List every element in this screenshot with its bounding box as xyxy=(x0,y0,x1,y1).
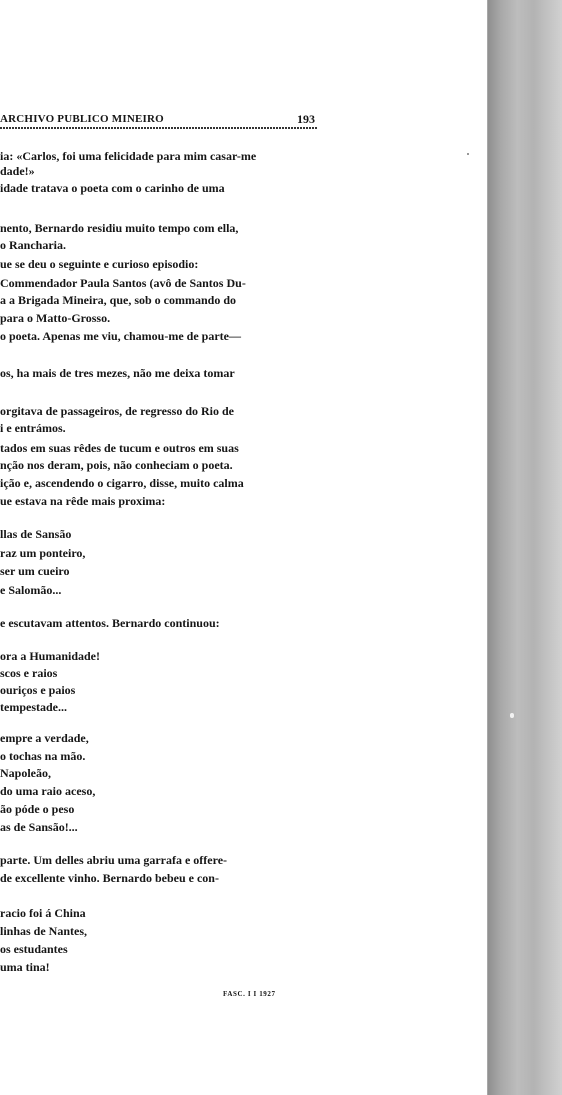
running-head: ARCHIVO PUBLICO MINEIRO xyxy=(0,113,164,125)
text-line: nção nos deram, pois, não conheciam o poeta. xyxy=(0,458,233,472)
text-line: tempestade... xyxy=(0,700,67,714)
signature-mark: FASC. I I 1927 xyxy=(223,990,276,998)
text-line: de excellente vinho. Bernardo bebeu e con- xyxy=(0,871,219,885)
text-line: ão póde o peso xyxy=(0,802,75,816)
page-number: 193 xyxy=(297,112,315,126)
text-line: Napoleão, xyxy=(0,766,51,780)
text-line: ia: «Carlos, foi uma felicidade para mim casar-me xyxy=(0,149,257,163)
text-line: parte. Um delles abriu uma garrafa e offere- xyxy=(0,853,228,867)
text-line: Commendador Paula Santos (avô de Santos Du- xyxy=(0,276,246,290)
gutter-speck xyxy=(510,713,514,718)
text-line: do uma raio aceso, xyxy=(0,784,96,798)
text-line: os, ha mais de tres mezes, não me deixa tomar xyxy=(0,366,235,380)
text-line: ora a Humanidade! xyxy=(0,649,101,663)
text-line: idade tratava o poeta com o carinho de uma xyxy=(0,181,225,195)
text-line: linhas de Nantes, xyxy=(0,924,88,938)
text-line: llas de Sansão xyxy=(0,527,72,541)
text-line: i e entrámos. xyxy=(0,421,66,435)
text-line: o tochas na mão. xyxy=(0,749,86,763)
text-line: ição e, ascendendo o cigarro, disse, muito calma xyxy=(0,476,244,490)
text-line: ue se deu o seguinte e curioso episodio: xyxy=(0,257,199,271)
text-line: e Salomão... xyxy=(0,583,62,597)
text-line: tados em suas rêdes de tucum e outros em suas xyxy=(0,441,239,455)
text-line: ouriços e paios xyxy=(0,683,76,697)
text-line: nento, Bernardo residiu muito tempo com ella, xyxy=(0,221,239,235)
text-line: o Rancharia. xyxy=(0,238,66,252)
text-line: orgitava de passageiros, de regresso do Rio de xyxy=(0,404,234,418)
text-line: dade!» xyxy=(0,164,35,178)
text-line: scos e raios xyxy=(0,666,58,680)
text-line: para o Matto-Grosso. xyxy=(0,311,111,325)
text-line: raz um ponteiro, xyxy=(0,546,86,560)
text-line: racio foi á China xyxy=(0,906,86,920)
text-line: o poeta. Apenas me viu, chamou-me de parte— xyxy=(0,329,241,343)
text-line: as de Sansão!... xyxy=(0,820,78,834)
text-line: uma tina! xyxy=(0,960,50,974)
text-line: e escutavam attentos. Bernardo continuou: xyxy=(0,616,220,630)
text-line: a a Brigada Mineira, que, sob o commando do xyxy=(0,293,237,307)
text-line: ue estava na rêde mais proxima: xyxy=(0,494,166,508)
book-gutter xyxy=(488,0,562,1095)
text-line: ser um cueiro xyxy=(0,564,70,578)
text-line: os estudantes xyxy=(0,942,68,956)
text-line: empre a verdade, xyxy=(0,731,89,745)
